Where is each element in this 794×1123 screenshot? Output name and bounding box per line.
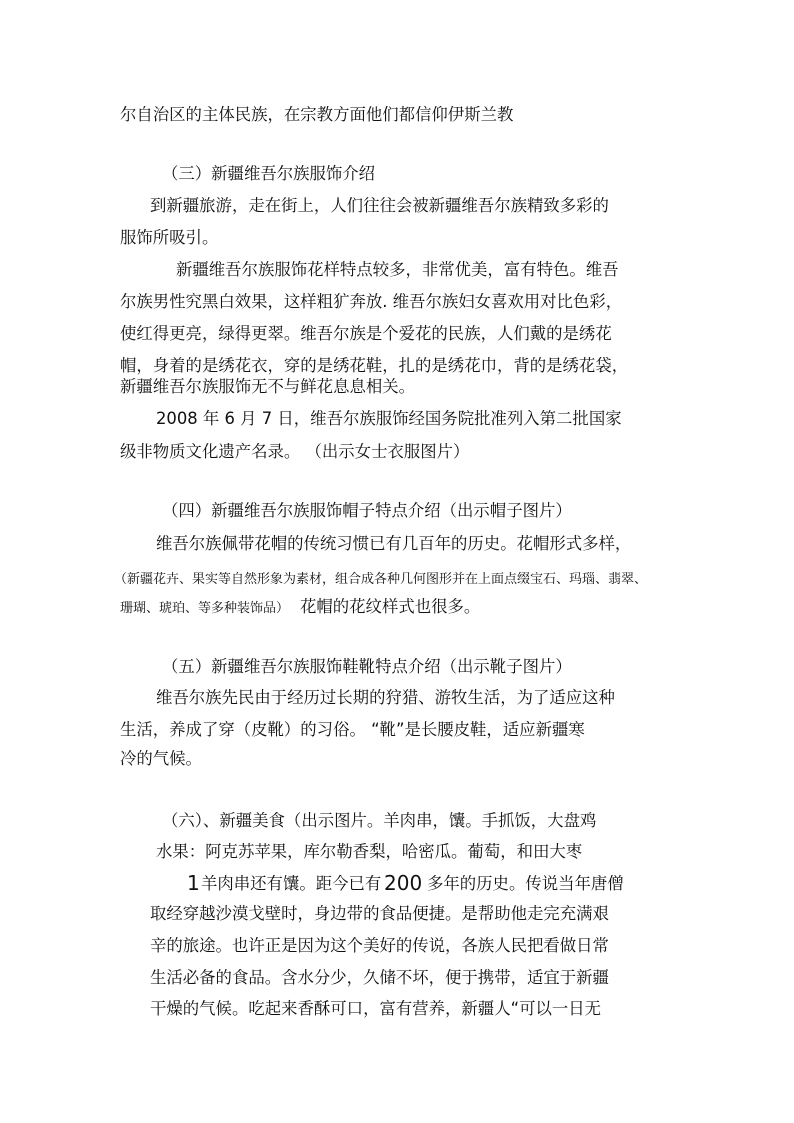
text-line: 新疆维吾尔族服饰无不与鲜花息息相关。 [120, 377, 416, 396]
text-line: 水果：阿克苏苹果，库尔勒香梨，哈密瓜。葡萄，和田大枣 [156, 842, 583, 861]
section-heading: （三）新疆维吾尔族服饰介绍 [162, 164, 376, 183]
text-line: 新疆维吾尔族服饰花样特点较多，非常优美，富有特色。维吾 [176, 260, 619, 279]
text-line: 维吾尔族先民由于经历过长期的狩猎、游牧生活，为了适应这种 [156, 688, 615, 707]
text-line: 使红得更亮，绿得更翠。维吾尔族是个爱花的民族，人们戴的是绣花 [120, 324, 612, 343]
number-one: 1 [187, 871, 200, 895]
section-heading: （五）新疆维吾尔族服饰鞋靴特点介绍（出示靴子图片） [162, 657, 572, 676]
text-line: 取经穿越沙漠戈壁时，身边带的食品便捷。是帮助他走完充满艰 [150, 904, 609, 923]
text-line: 生活必备的食品。含水分少，久储不坏，便于携带，适宜于新疆 [150, 968, 609, 987]
text-line: 多年的历史。传说当年唐僧 [427, 874, 624, 893]
text-line: 生活，养成了穿（皮靴）的习俗。 “靴”是长腰皮鞋，适应新疆寒 [120, 720, 585, 739]
text-line: 维吾尔族佩带花帽的传统习惯已有几百年的历史。花帽形式多样， [156, 534, 632, 553]
text-line-small: （新疆花卉、果实等自然形象为素材，组合成各种几何图形并在上面点缀宝石、玛瑙、翡翠、 [114, 572, 648, 587]
text-line: 2008 年 6 月 7 日，维吾尔族服饰经国务院批准列入第二批国家 [156, 409, 622, 428]
text-line: 服饰所吸引。 [120, 228, 219, 247]
section-heading: （四）新疆维吾尔族服饰帽子特点介绍（出示帽子图片） [162, 501, 572, 520]
text-line-small: 珊瑚、琥珀、等多种装饰品） [120, 601, 290, 616]
text-line: 冷的气候。 [120, 749, 202, 768]
section-heading: （六）、新疆美食（出示图片。羊肉串，馕。手抓饭，大盘鸡 [162, 811, 597, 830]
text-line: 尔自治区的主体民族，在宗教方面他们都信仰伊斯兰教 [120, 105, 514, 124]
text-line: 辛的旅途。也许正是因为这个美好的传说，各族人民把看做日常 [150, 936, 609, 955]
text-line: 到新疆旅游，走在街上，人们往往会被新疆维吾尔族精致多彩的 [150, 196, 609, 215]
text-line: 级非物质文化遗产名录。 （出示女士衣服图片） [120, 442, 470, 461]
number-200: 200 [384, 871, 423, 895]
text-line: 干燥的气候。吃起来香酥可口，富有营养，新疆人“可以一日无 [150, 999, 602, 1018]
text-line: 帽，身着的是绣花衣，穿的是绣花鞋，扎的是绣花巾，背的是绣花袋， [120, 356, 629, 375]
text-line: 尔族男性究黑白效果，这样粗犷奔放. 维吾尔族妇女喜欢用对比色彩， [120, 292, 623, 311]
text-line: 花帽的花纹样式也很多。 [300, 597, 481, 616]
text-line: 羊肉串还有馕。距今已有 [201, 874, 382, 893]
